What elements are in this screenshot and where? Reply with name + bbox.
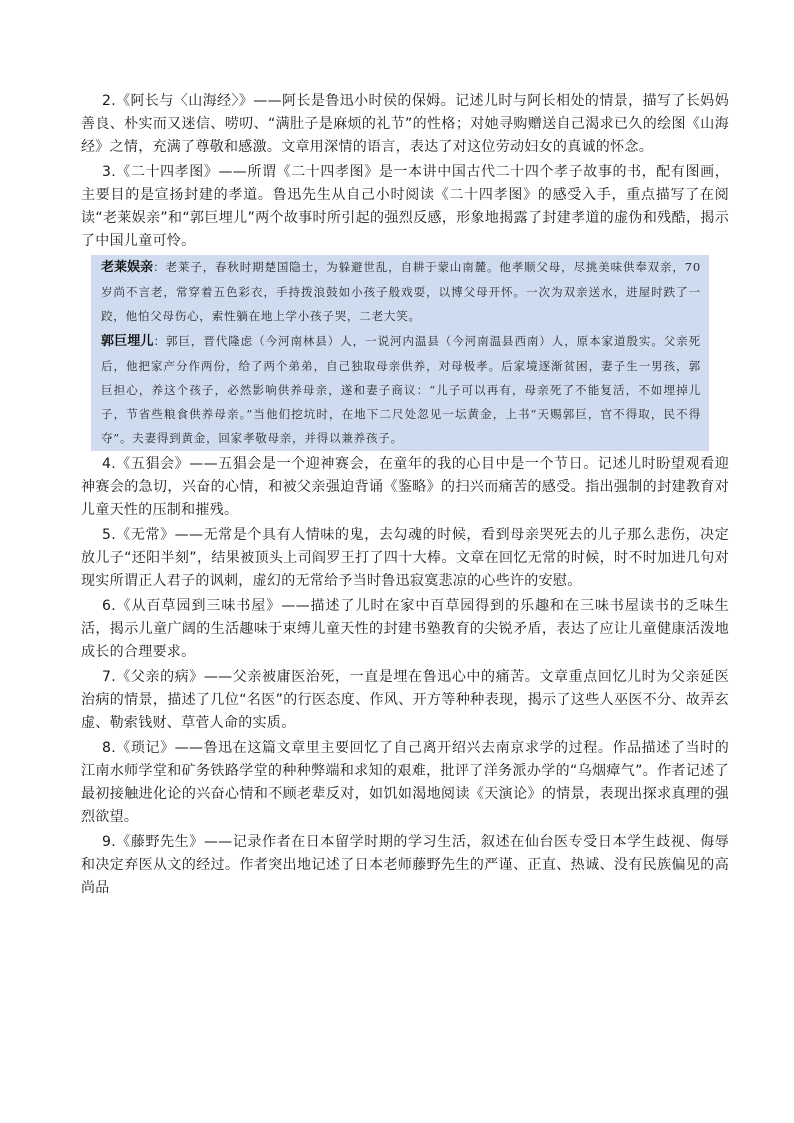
note-text: ：老莱子，春秋时期楚国隐士，为躲避世乱，自耕于蒙山南麓。他孝顺父母，尽挑美味供奉双亲，70岁尚不言老，常穿着五色彩衣，手持拨浪鼓如小孩子般戏耍，以博父母开怀。一次为双亲送水，进屋时跌了一跤，他怕父母伤心，索性躺在地上学小孩子哭，二老大笑。 <box>101 260 701 324</box>
note-laolai <box>101 255 701 329</box>
paragraph-item-6: 6.《从百草园到三味书屋》——描述了儿时在家中百草园得到的乐趣和在三味书屋读书的乏味生活，揭示儿童广阔的生活趣味于束缚儿童天性的封建书塾教育的尖锐矛盾，表达了应让儿童健康活泼地成长的合理要求。 <box>81 597 729 660</box>
note-text: ：郭巨，晋代隆虑（今河南林县）人，一说河内温县（今河南温县西南）人，原本家道殷实。父亲死后，他把家产分作两份，给了两个弟弟，自己独取母亲供养，对母极孝。后家境逐渐贫困，妻子生一男孩，郭巨担心，养这个孩子，必然影响供养母亲，遂和妻子商议：“儿子可以再有，母亲死了不能复活，不如埋掉儿子，节省些粮食供养母亲。”当他们挖坑时，在地下二尺处忽见一坛黄金，上书“天赐郭巨，官不得取，民不得夺”。夫妻得到黄金，回家孝敬母亲，并得以兼养孩子。 <box>101 333 701 446</box>
note-box <box>91 255 709 451</box>
note-guoju <box>101 329 701 451</box>
paragraph-item-2: 2.《阿长与〈山海经〉》——阿长是鲁迅小时侯的保姆。记述儿时与阿长相处的情景，描写了长妈妈善良、朴实而又迷信、唠叨、“满肚子是麻烦的礼节”的性格；对她寻购赠送自己渴求已久的绘图《山海经》之情，充满了尊敬和感激。文章用深情的语言，表达了对这位劳动妇女的真诚的怀念。 <box>81 93 729 155</box>
paragraph-item-3: 3.《二十四孝图》——所谓《二十四孝图》是一本讲中国古代二十四个孝子故事的书，配有图画，主要目的是宣扬封建的孝道。鲁迅先生从自己小时阅读《二十四孝图》的感受入手，重点描写了在阅读“老莱娱亲”和“郭巨埋儿”两个故事时所引起的强烈反感，形象地揭露了封建孝道的虚伪和残酷，揭示了中国儿童可怜。 <box>81 164 729 249</box>
paragraph-item-7: 7.《父亲的病》——父亲被庸医治死，一直是埋在鲁迅心中的痛苦。文章重点回忆儿时为父亲延医治病的情景，描述了几位“名医”的行医态度、作风、开方等种种表现，揭示了这些人巫医不分、故弄玄虚、勒索钱财、草菅人命的实质。 <box>81 668 729 731</box>
note-term: 老莱娱亲 <box>101 260 154 275</box>
paragraph-item-8: 8.《琐记》——鲁迅在这篇文章里主要回忆了自己离开绍兴去南京求学的过程。作品描述了当时的江南水师学堂和矿务铁路学堂的种种弊端和求知的艰难，批评了洋务派办学的“乌烟瘴气”。作者记述了最初接触进化论的兴奋心情和不顾老辈反对，如饥如渴地阅读《天演论》的情景，表现出探求真理的强烈欲望。 <box>81 739 729 825</box>
document-page <box>81 90 729 902</box>
paragraph-item-4: 4.《五猖会》——五猖会是一个迎神赛会，在童年的我的心目中是一个节日。记述儿时盼望观看迎神赛会的急切，兴奋的心情，和被父亲强迫背诵《鉴略》的扫兴而痛苦的感受。指出强制的封建教育对儿童天性的压制和摧残。 <box>81 455 729 518</box>
paragraph-item-5: 5.《无常》——无常是个具有人情味的鬼，去勾魂的时候，看到母亲哭死去的儿子那么悲伤，决定放儿子“还阳半刻”，结果被顶头上司阎罗王打了四十大棒。文章在回忆无常的时候，时不时加进几句对现实所谓正人君子的讽刺，虚幻的无常给予当时鲁迅寂寞悲凉的心些许的安慰。 <box>81 526 729 589</box>
note-term: 郭巨埋儿 <box>101 333 154 349</box>
paragraph-item-9: 9.《藤野先生》——记录作者在日本留学时期的学习生活，叙述在仙台医专受日本学生歧视、侮辱和决定弃医从文的经过。作者突出地记述了日本老师藤野先生的严谨、正直、热诚、没有民族偏见的高尚品 <box>81 833 729 896</box>
